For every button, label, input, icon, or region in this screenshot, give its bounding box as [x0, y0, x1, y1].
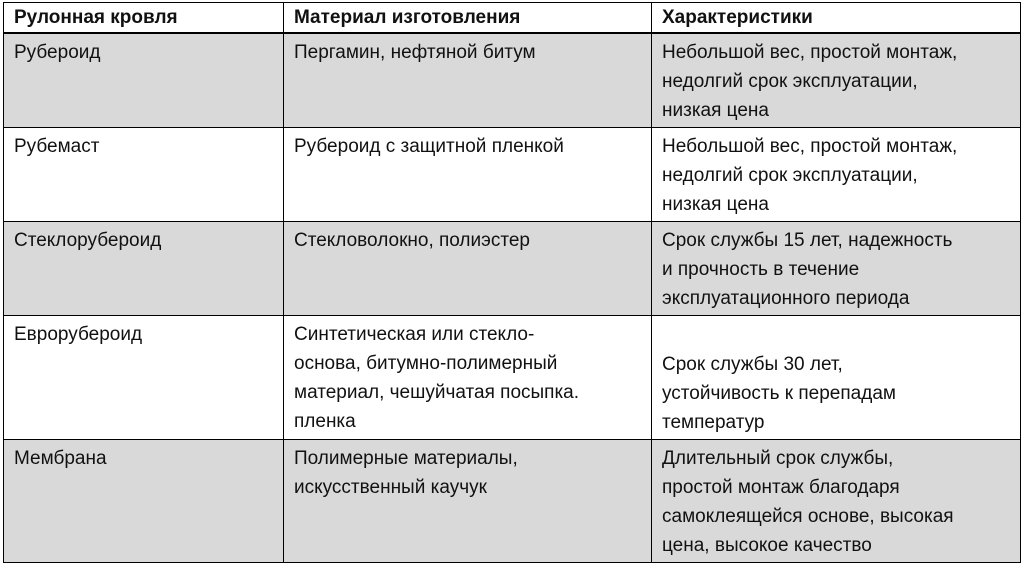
cell-text: Стеклорубероид [14, 230, 162, 251]
roofing-comparison-table [3, 2, 1021, 563]
cell-text: Мембрана [14, 448, 107, 469]
cell-text: и прочность в течение [662, 259, 860, 280]
cell-text: цена, высокое качество [662, 535, 872, 556]
cell-text: простой монтаж благодаря [662, 477, 900, 498]
cell-text: эксплуатационного периода [662, 288, 910, 309]
cell-text: устойчивость к перепадам [662, 383, 896, 404]
cell-material [284, 128, 652, 222]
cell-material [284, 33, 652, 128]
cell-text: Срок службы 15 лет, надежность [662, 230, 953, 251]
table-row [4, 128, 1021, 222]
roofing-table-container [3, 2, 1020, 563]
cell-text: Пергамин, нефтяной битум [294, 42, 536, 63]
cell-name [4, 33, 284, 128]
cell-features [652, 440, 1021, 563]
cell-text: Рубемаст [14, 136, 100, 157]
table-row [4, 440, 1021, 563]
cell-features [652, 128, 1021, 222]
cell-features [652, 33, 1021, 128]
cell-name [4, 316, 284, 440]
table-row [4, 316, 1021, 440]
header-material: Материал изготовления [284, 3, 652, 34]
cell-text: искусственный каучук [294, 477, 487, 498]
cell-text: недолгий срок эксплуатации, [662, 165, 918, 186]
cell-text: температур [662, 412, 765, 433]
table-row [4, 222, 1021, 316]
cell-text: материал, чешуйчатая посыпка. [294, 382, 580, 403]
cell-name [4, 128, 284, 222]
cell-text: Полимерные материалы, [294, 448, 518, 469]
cell-features [652, 222, 1021, 316]
cell-text: самоклеящейся основе, высокая [662, 506, 954, 527]
cell-material [284, 222, 652, 316]
cell-text: Рубероид с защитной пленкой [294, 136, 564, 157]
header-roll-roofing: Рулонная кровля [4, 3, 284, 34]
cell-features [652, 316, 1021, 440]
header-characteristics: Характеристики [652, 3, 1021, 34]
cell-name [4, 222, 284, 316]
cell-text: Длительный срок службы, [662, 448, 894, 469]
cell-text: низкая цена [662, 100, 769, 121]
cell-text: Небольшой вес, простой монтаж, [662, 42, 958, 63]
cell-material [284, 440, 652, 563]
cell-name [4, 440, 284, 563]
cell-text: Рубероид [14, 42, 101, 63]
header-row [4, 3, 1021, 34]
table-row [4, 33, 1021, 128]
cell-text: низкая цена [662, 194, 769, 215]
cell-text: Синтетическая или стекло- [294, 324, 535, 345]
cell-text: Срок службы 30 лет, [662, 354, 843, 375]
cell-text: основа, битумно-полимерный [294, 353, 558, 374]
cell-text: пленка [294, 411, 356, 432]
cell-material [284, 316, 652, 440]
cell-text: Небольшой вес, простой монтаж, [662, 136, 958, 157]
cell-text: Стекловолокно, полиэстер [294, 230, 530, 251]
cell-text: недолгий срок эксплуатации, [662, 71, 918, 92]
cell-text: Еврорубероид [14, 324, 143, 345]
